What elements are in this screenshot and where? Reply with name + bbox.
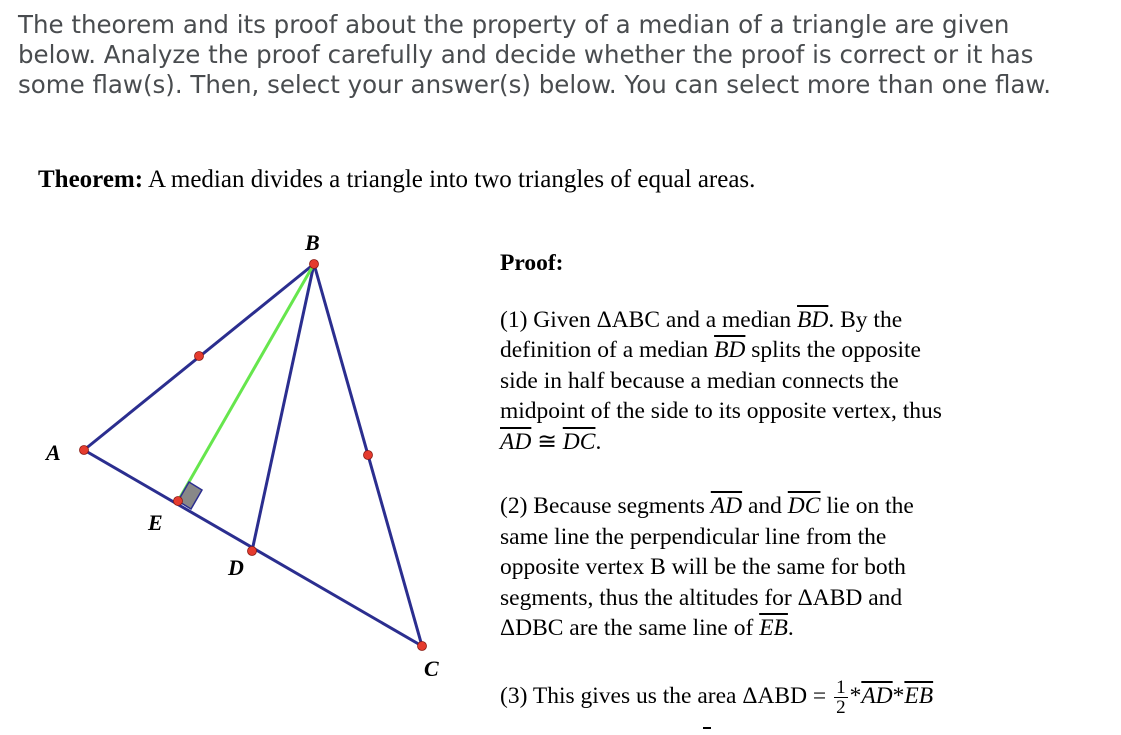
step1-text-a: (1) Given ΔABC and a median (500, 306, 798, 333)
instructions-line-3: some flaw(s). Then, select your answer(s) below. You can select more than one flaw. (18, 70, 1052, 99)
segment-eb: $\overline{EB}$ (759, 615, 788, 641)
label-d: D (228, 555, 244, 580)
multiply-symbol: * (849, 682, 862, 709)
step2-text-a: (2) Because segments (500, 493, 711, 519)
fraction-denominator: 2 (836, 696, 846, 718)
segment-dc: $\overline{DC}$ (787, 493, 821, 519)
segment-ad: $\overline{AD}$ (710, 493, 743, 519)
triangle-points (80, 260, 427, 651)
proof-step-1 (500, 305, 1100, 458)
vertex-labels (44, 230, 439, 681)
step1-text-c: definition of a median (500, 337, 715, 363)
step2-end: . (787, 615, 794, 641)
segment-bd: $\overline{BD}$ (797, 306, 829, 333)
step1-text-b: . By the (828, 306, 903, 333)
step2-text-g: ΔDBC are the same line of (500, 615, 760, 641)
label-a: A (46, 440, 61, 465)
segment-dc: $\overline{DC}$ (562, 428, 596, 455)
theorem-label: Theorem: (38, 166, 144, 193)
point-b (310, 260, 319, 269)
segment-ad: $\overline{AD}$ (861, 682, 893, 709)
step1-text-f: midpoint of the side to its opposite vertex, thus (500, 398, 942, 424)
segment-eb: $\overline{EB}$ (904, 682, 934, 709)
step2-text-d: same line the perpendicular line from the (500, 523, 887, 550)
proof-title: Proof: (500, 250, 564, 276)
label-c: C (424, 656, 439, 681)
segment-ad: $\overline{AD}$ (500, 428, 532, 455)
fraction-numerator: 1 (836, 676, 846, 698)
point-d (248, 547, 257, 556)
proof-step-3 (500, 678, 1100, 717)
theorem-statement (38, 166, 755, 194)
label-b: B (305, 230, 320, 255)
proof (500, 248, 1100, 717)
instructions-line-2: below. Analyze the proof carefully and decide whether the proof is correct or it has (18, 40, 1034, 69)
point-c (418, 642, 427, 651)
congruent-symbol: ≅ (531, 428, 563, 455)
instructions (18, 10, 1108, 100)
step1-end: . (595, 428, 602, 455)
multiply-symbol: * (892, 682, 905, 709)
step2-text-f: segments, thus the altitudes for ΔABD and (500, 584, 903, 611)
fraction-one-half (834, 678, 848, 717)
step2-text-e: opposite vertex B will be the same for both (500, 554, 906, 580)
triangle-figure (0, 220, 480, 720)
midpoint-ab (195, 352, 204, 361)
point-e (174, 497, 183, 506)
step2-text-c: lie on the (820, 493, 914, 519)
midpoint-bc (364, 451, 373, 460)
step1-text-d: splits the opposite (745, 337, 921, 363)
label-e: E (148, 510, 163, 535)
point-a (80, 446, 89, 455)
proof-step-2 (500, 491, 1100, 644)
segment-bd: $\overline{BD}$ (714, 337, 746, 363)
cropped-text-fragment (703, 727, 711, 729)
instructions-line-1: The theorem and its proof about the property of a median of a triangle are given (18, 10, 1010, 39)
theorem-text: A median divides a triangle into two triangles of equal areas. (147, 166, 756, 193)
step1-text-e: side in half because a median connects the (500, 367, 899, 394)
step3-text-a: (3) This gives us the area ΔABD = (500, 682, 833, 709)
step2-text-b: and (742, 493, 788, 519)
altitude-be (178, 264, 314, 501)
